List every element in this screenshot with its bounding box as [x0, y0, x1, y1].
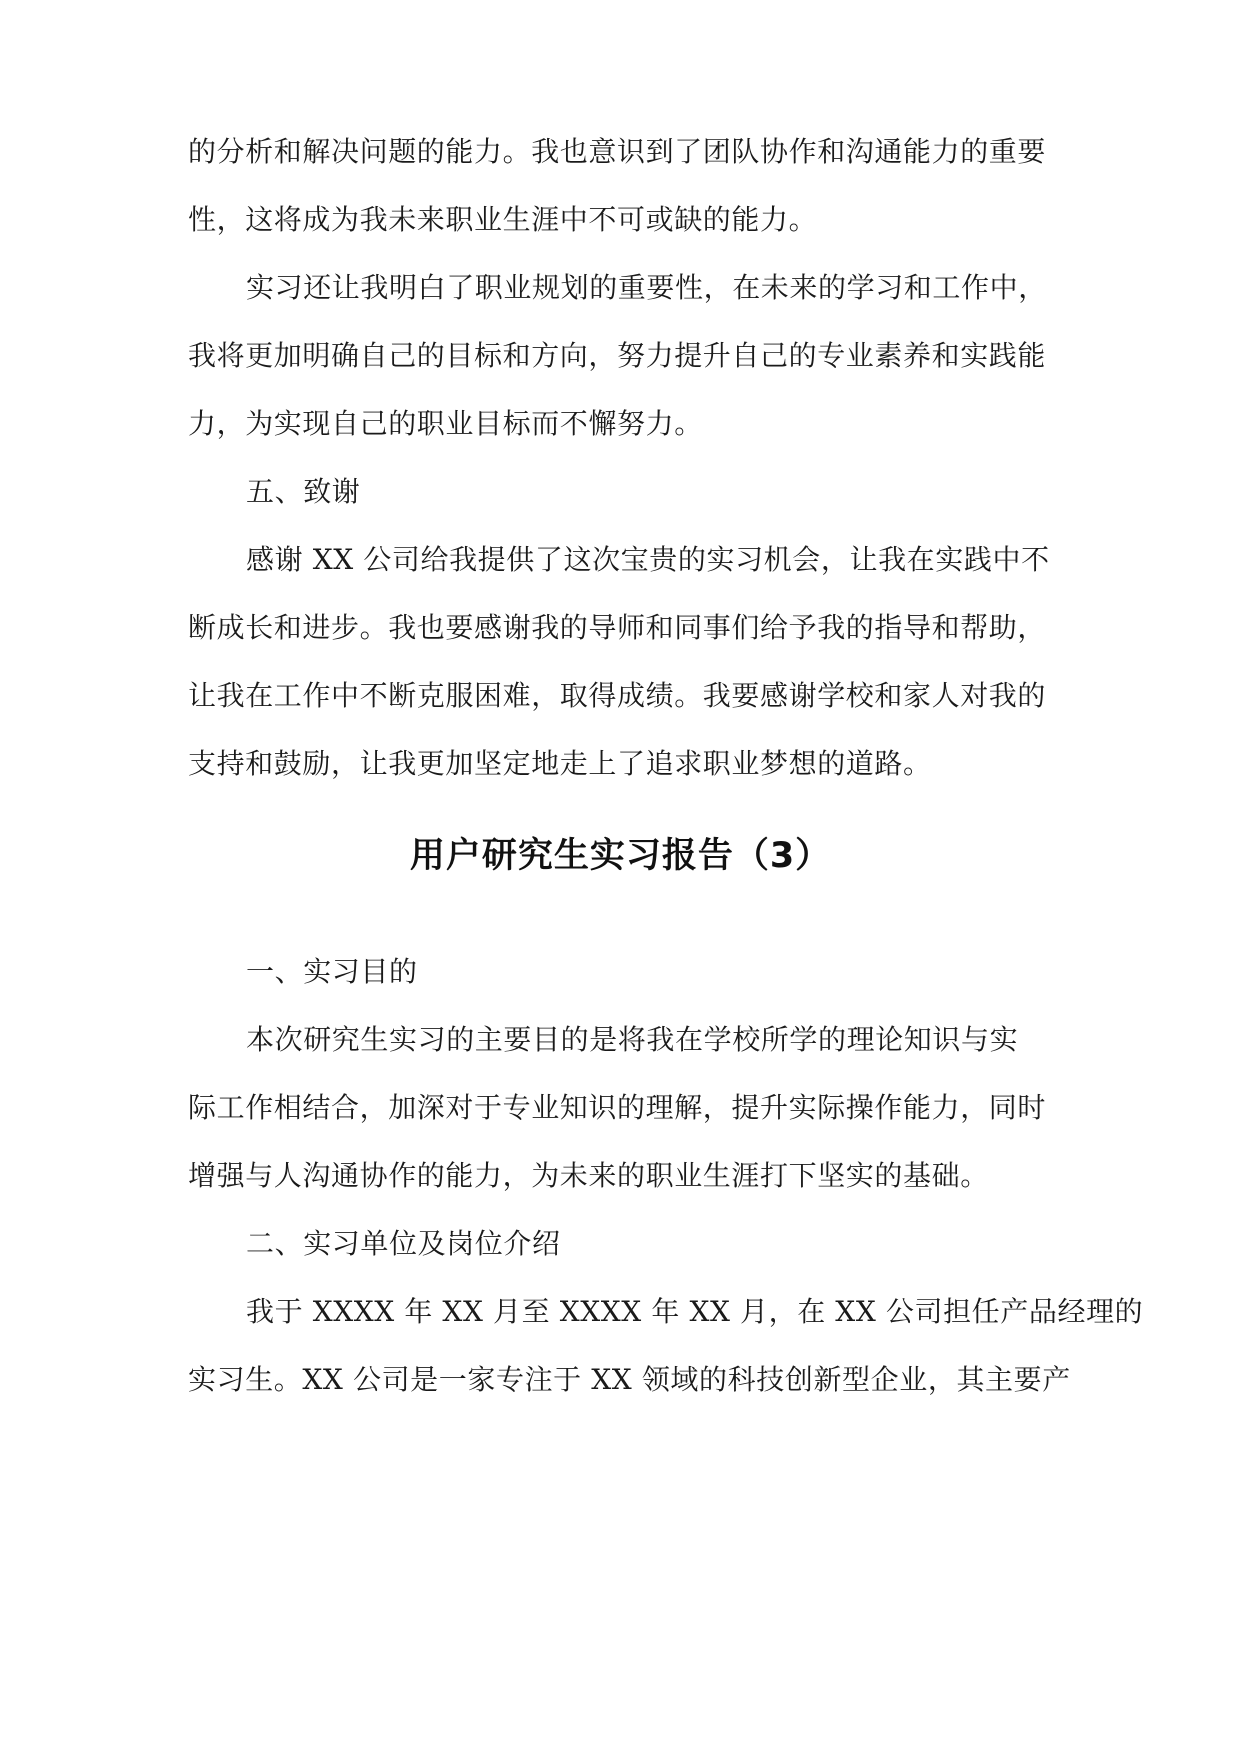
body-text-line: 增强与人沟通协作的能力，为未来的职业生涯打下坚实的基础。	[188, 1159, 989, 1192]
body-text-line: 本次研究生实习的主要目的是将我在学校所学的理论知识与实	[246, 1023, 1019, 1056]
body-text-line: 实习生。XX 公司是一家专注于 XX 领域的科技创新型企业，其主要产	[188, 1363, 1071, 1396]
body-text-line: 支持和鼓励，让我更加坚定地走上了追求职业梦想的道路。	[188, 747, 932, 780]
body-text-line: 的分析和解决问题的能力。我也意识到了团队协作和沟通能力的重要	[188, 135, 1047, 168]
body-text-line: 让我在工作中不断克服困难，取得成绩。我要感谢学校和家人对我的	[188, 679, 1047, 712]
body-text-line: 我于 XXXX 年 XX 月至 XXXX 年 XX 月，在 XX 公司担任产品经理的	[246, 1295, 1144, 1328]
section-heading: 二、实习单位及岗位介绍	[246, 1227, 561, 1260]
body-text-line: 感谢 XX 公司给我提供了这次宝贵的实习机会，让我在实践中不	[246, 543, 1050, 576]
report-title: 用户研究生实习报告（3）	[409, 836, 832, 876]
section-heading: 一、实习目的	[246, 955, 418, 988]
body-text-line: 实习还让我明白了职业规划的重要性，在未来的学习和工作中，	[246, 271, 1047, 304]
body-text-line: 力，为实现自己的职业目标而不懈努力。	[188, 407, 703, 440]
body-text-line: 我将更加明确自己的目标和方向，努力提升自己的专业素养和实践能	[188, 339, 1047, 372]
body-text-line: 际工作相结合，加深对于专业知识的理解，提升实际操作能力，同时	[188, 1091, 1047, 1124]
section-heading: 五、致谢	[246, 475, 361, 508]
body-text-line: 断成长和进步。我也要感谢我的导师和同事们给予我的指导和帮助，	[188, 611, 1047, 644]
body-text-line: 性，这将成为我未来职业生涯中不可或缺的能力。	[188, 203, 818, 236]
